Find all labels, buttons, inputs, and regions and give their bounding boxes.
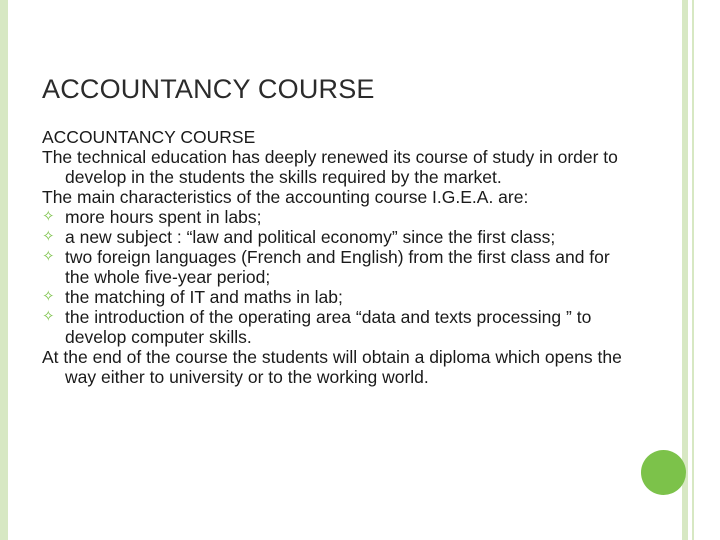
slide-body	[42, 127, 627, 387]
lead-paragraph: The main characteristics of the accounting course I.G.E.A. are:	[42, 187, 529, 207]
hollow-star-icon: ✧	[42, 208, 55, 225]
bullet-text: two foreign languages (French and English) from the first class and for the whole five-year period;	[65, 247, 610, 287]
conclusion-paragraph: At the end of the course the students will obtain a diploma which opens the way either to university or to the working world.	[42, 347, 622, 387]
right-frame-thin-stripe	[692, 0, 694, 540]
intro-paragraph: The technical education has deeply renewed its course of study in order to develop in the students the skills required by the market.	[42, 147, 618, 187]
bullet-text: more hours spent in labs;	[65, 207, 262, 227]
slide-title: ACCOUNTANCY COURSE	[42, 74, 375, 104]
right-frame-stripe	[682, 0, 688, 540]
hollow-star-icon: ✧	[42, 288, 55, 305]
hollow-star-icon: ✧	[42, 308, 55, 325]
bullet-item-it-maths	[42, 287, 627, 307]
bullet-item-law-subject	[42, 227, 627, 247]
decorative-green-circle	[641, 450, 686, 495]
left-frame-stripe	[0, 0, 8, 540]
bullet-item-labs	[42, 207, 627, 227]
hollow-star-icon: ✧	[42, 248, 55, 265]
body-heading: ACCOUNTANCY COURSE	[42, 127, 256, 147]
bullet-text: a new subject : “law and political economy” since the first class;	[65, 227, 556, 247]
bullet-item-languages	[42, 247, 627, 287]
hollow-star-icon: ✧	[42, 228, 55, 245]
bullet-item-data-processing	[42, 307, 627, 347]
bullet-text: the matching of IT and maths in lab;	[65, 287, 343, 307]
bullet-text: the introduction of the operating area “data and texts processing ” to develop computer skills.	[65, 307, 592, 347]
